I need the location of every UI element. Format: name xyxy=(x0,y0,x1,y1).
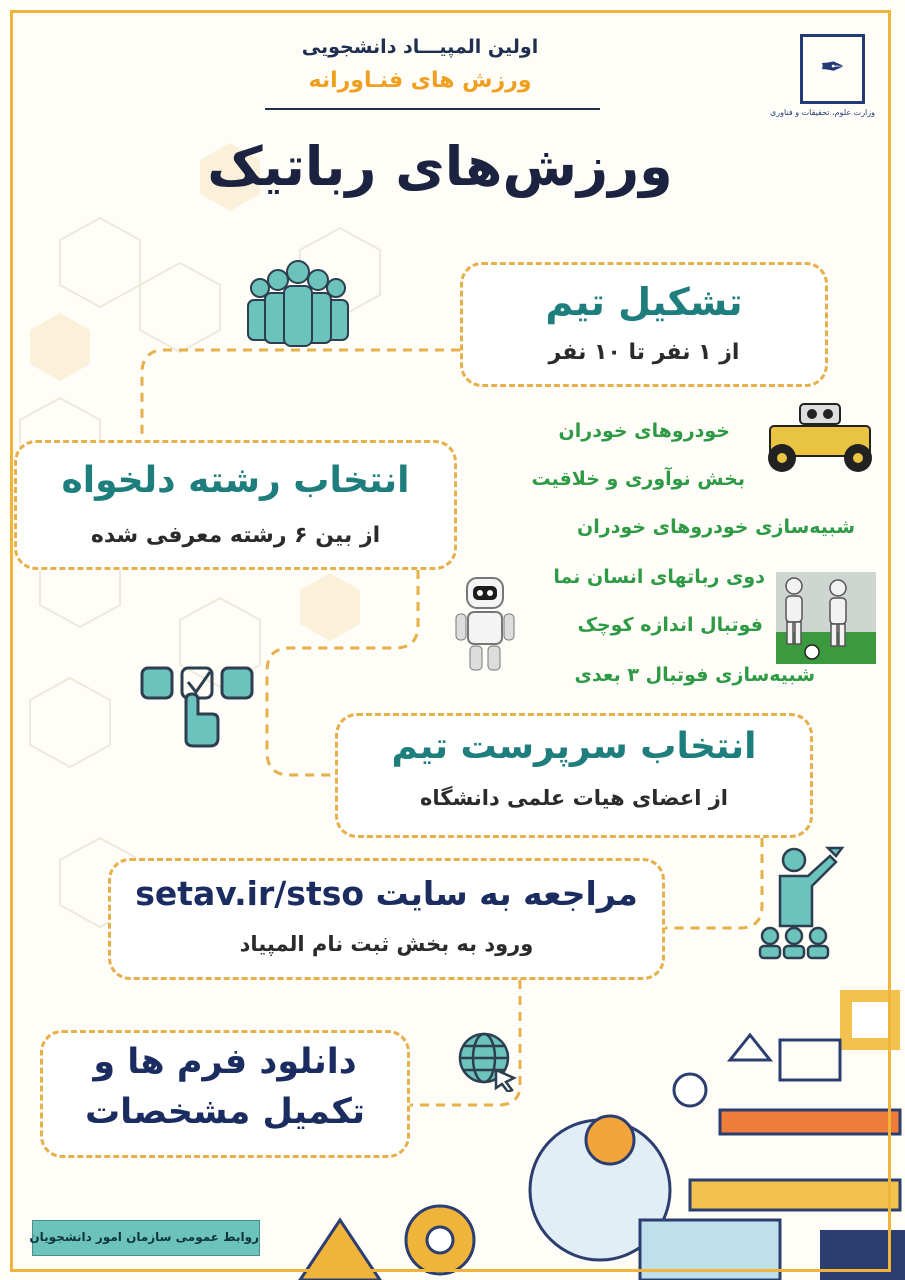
ministry-caption: وزارت علوم، تحقیقات و فناوری xyxy=(770,108,875,117)
step-4-title: مراجعه به سایت setav.ir/stso xyxy=(135,874,638,913)
category-item: دوی رباتهای انسان نما xyxy=(553,566,765,588)
header-divider xyxy=(265,108,600,110)
presenter-icon xyxy=(752,846,847,961)
step-4-subtitle: ورود به بخش ثبت نام المپیاد xyxy=(239,932,534,956)
page-title: ورزش‌های رباتیک xyxy=(207,135,673,198)
step-3-subtitle: از اعضای هیات علمی دانشگاه xyxy=(420,786,728,810)
footer-credit xyxy=(29,1220,260,1256)
category-item: شبیه‌سازی فوتبال ۳ بعدی xyxy=(574,664,815,686)
globe-icon xyxy=(456,1030,518,1092)
footer-credit-text: روابط عمومی سازمان امور دانشجویان xyxy=(29,1230,259,1244)
step-1-subtitle: از ۱ نفر تا ۱۰ نفر xyxy=(548,340,740,365)
category-item: فوتبال اندازه کوچک xyxy=(577,614,763,636)
step-5-subtitle: تکمیل مشخصات xyxy=(85,1092,365,1132)
step-2-title: انتخاب رشته دلخواه xyxy=(61,460,410,501)
category-item: خودروهای خودران xyxy=(558,420,730,442)
category-item: شبیه‌سازی خودروهای خودران xyxy=(577,516,855,538)
step-3-title: انتخاب سرپرست تیم xyxy=(391,726,757,767)
robot-soccer-icon xyxy=(776,572,876,664)
step-1-title: تشکیل تیم xyxy=(545,280,743,324)
choice-icon xyxy=(138,660,258,750)
step-5-title: دانلود فرم ها و xyxy=(93,1042,357,1082)
team-icon xyxy=(238,258,358,348)
humanoid-robot-icon xyxy=(450,576,520,676)
step-2-subtitle: از بین ۶ رشته معرفی شده xyxy=(90,523,381,548)
ministry-logo-icon: ✒ xyxy=(800,34,865,104)
robot-car-icon xyxy=(760,398,880,478)
category-item: بخش نوآوری و خلاقیت xyxy=(531,468,745,490)
olympiad-title: اولین المپیـــاد دانشجویی xyxy=(301,36,539,58)
olympiad-subtitle: ورزش های فنـاورانه xyxy=(308,68,532,93)
